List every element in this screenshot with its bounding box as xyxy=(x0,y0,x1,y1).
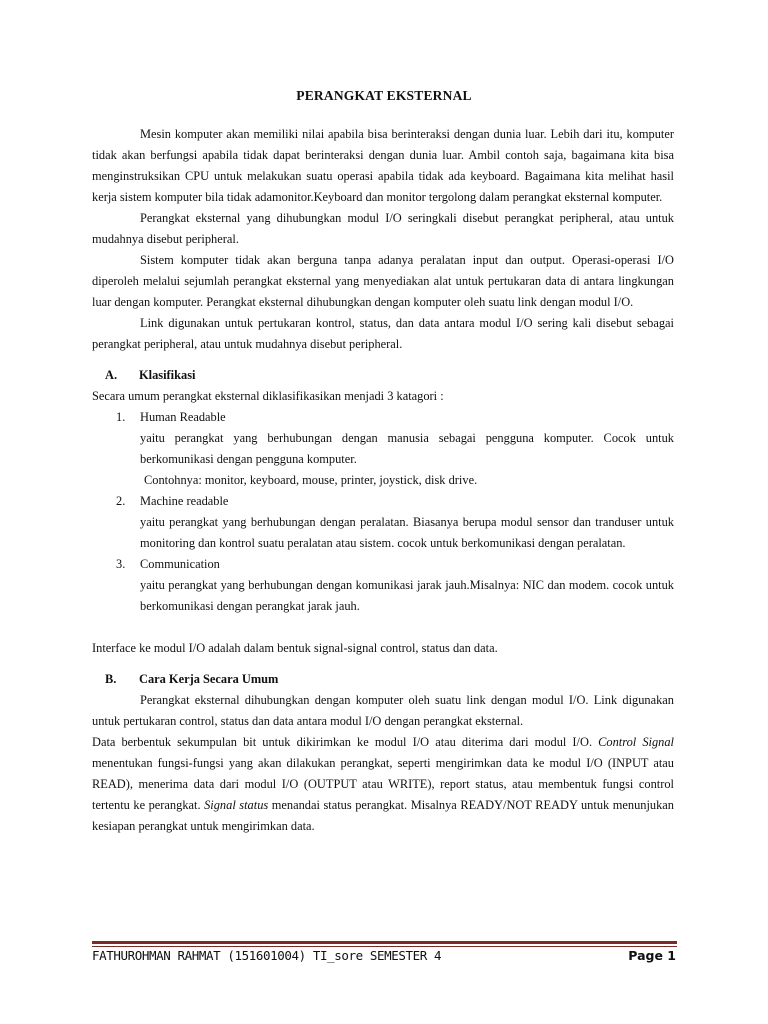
interface-note: Interface ke modul I/O adalah dalam bentuk signal-signal control, status dan data. xyxy=(92,641,498,655)
section-b-paragraph-1: Perangkat eksternal dihubungkan dengan komputer oleh suatu link dengan modul I/O. Link digunakan untuk pertukaran control, status dan data antara modul I/O dengan perangkat eksternal. xyxy=(92,693,674,728)
list-item-1-example: Contohnya: monitor, keyboard, mouse, printer, joystick, disk drive. xyxy=(144,473,478,487)
list-item-1-desc: yaitu perangkat yang berhubungan dengan manusia sebagai pengguna komputer. Cocok untuk berkomunikasi dengan pengguna komputer. xyxy=(140,431,674,466)
list-item-2-desc: yaitu perangkat yang berhubungan dengan peralatan. Biasanya berupa modul sensor dan tranduser untuk monitoring dan kontrol suatu peralatan atau sistem. cocok untuk berkomunikasi dengan peralatan. xyxy=(140,515,674,550)
footer-page-number: Page 1 xyxy=(628,948,676,963)
spacer xyxy=(92,355,674,365)
intro-paragraph-3: Sistem komputer tidak akan berguna tanpa adanya peralatan input dan output. Operasi-operasi I/O diperoleh melalui sejumlah perangkat eksternal yang menyediakan alat untuk pertukaran data di antara lingkungan luar dengan komputer. Perangkat eksternal dihubungkan dengan komputer oleh suatu link dengan modul I/O. xyxy=(92,253,674,309)
section-a-letter: A. xyxy=(105,368,118,382)
spacer xyxy=(92,617,674,638)
section-a-lead: Secara umum perangkat eksternal diklasifikasikan menjadi 3 katagori : xyxy=(92,389,444,403)
document-title: PERANGKAT EKSTERNAL xyxy=(296,88,472,103)
signal-status-term: Signal status xyxy=(204,798,269,812)
list-item-3-head xyxy=(92,554,674,575)
section-b-letter: B. xyxy=(105,672,117,686)
section-b-p2-end: menandai status perangkat. Misalnya READY/NOT READY untuk menunjukan kesiapan perangkat untuk mengirimkan data. xyxy=(92,798,674,833)
list-item-1-label: Human Readable xyxy=(140,410,226,424)
section-b-title: Cara Kerja Secara Umum xyxy=(139,672,279,686)
list-item-2-head xyxy=(92,491,674,512)
section-b-p2-mid: menentukan fungsi-fungsi yang akan dilakukan perangkat, seperti mengirimkan data ke modul I/O (INPUT atau READ), menerima data dari modul I/O (OUTPUT atau WRITE), report status, atau membentuk fungsi control tertentu ke perangkat. xyxy=(92,756,674,812)
intro-paragraph-2: Perangkat eksternal yang dihubungkan modul I/O seringkali disebut perangkat peripheral, atau untuk mudahnya disebut peripheral. xyxy=(92,211,674,246)
section-a-heading xyxy=(92,365,674,386)
footer-divider xyxy=(92,941,677,944)
list-item-3-desc: yaitu perangkat yang berhubungan dengan komunikasi jarak jauh.Misalnya: NIC dan modem. cocok untuk berkomunikasi dengan perangkat jarak jauh. xyxy=(140,578,674,613)
intro-paragraph-1: Mesin komputer akan memiliki nilai apabila bisa berinteraksi dengan dunia luar. Lebih dari itu, komputer tidak akan berfungsi apabila tidak dapat berinteraksi dengan dunia luar. Ambil contoh saja, bagaimana kita bisa menginstruksikan CPU untuk melakukan suatu operasi apabila tidak ada keyboard. Bagaimana kita melihat hasil kerja sistem komputer bila tidak adamonitor.Keyboard dan monitor tergolong dalam perangkat eksternal komputer. xyxy=(92,127,674,204)
footer-author: FATHUROHMAN RAHMAT (151601004) TI_sore SEMESTER 4 xyxy=(92,948,442,963)
section-b-paragraph-2 xyxy=(92,732,674,837)
control-signal-term: Control Signal xyxy=(598,735,674,749)
classification-list xyxy=(92,407,674,617)
document-body xyxy=(92,124,674,837)
list-item-3-number: 3. xyxy=(116,557,126,571)
section-b-heading xyxy=(92,669,674,690)
footer-divider-thin xyxy=(92,946,677,947)
list-item-1-head xyxy=(92,407,674,428)
intro-paragraph-4: Link digunakan untuk pertukaran kontrol, status, dan data antara modul I/O sering kali disebut sebagai perangkat peripheral, atau untuk mudahnya disebut peripheral. xyxy=(92,316,674,351)
section-a-title: Klasifikasi xyxy=(139,368,196,382)
list-item-1-number: 1. xyxy=(116,410,126,424)
spacer xyxy=(92,659,674,669)
list-item-2-label: Machine readable xyxy=(140,494,229,508)
section-b-p2-start: Data berbentuk sekumpulan bit untuk dikirimkan ke modul I/O atau diterima dari modul I/O. xyxy=(92,735,599,749)
list-item-3-label: Communication xyxy=(140,557,220,571)
list-item-2-number: 2. xyxy=(116,494,126,508)
